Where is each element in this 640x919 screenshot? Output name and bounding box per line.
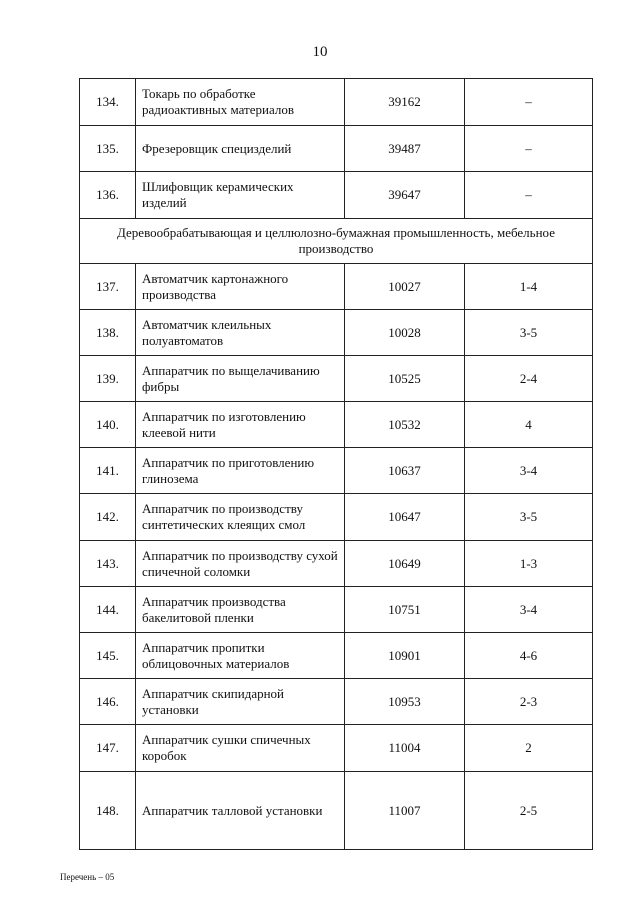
table-row xyxy=(80,448,593,494)
row-number: 146. xyxy=(80,679,136,725)
table-row xyxy=(80,725,593,772)
profession-code: 39487 xyxy=(345,126,465,172)
row-number: 144. xyxy=(80,587,136,633)
footer-label: Перечень – 05 xyxy=(60,872,115,882)
row-number: 145. xyxy=(80,633,136,679)
row-number: 138. xyxy=(80,310,136,356)
profession-code: 10028 xyxy=(345,310,465,356)
section-row xyxy=(80,219,593,264)
row-number: 148. xyxy=(80,772,136,850)
table-row xyxy=(80,494,593,541)
grade-range: 2-4 xyxy=(465,356,593,402)
profession-name: Аппаратчик производства бакелитовой пленки xyxy=(136,587,345,633)
profession-code: 10751 xyxy=(345,587,465,633)
profession-code: 10901 xyxy=(345,633,465,679)
row-number: 134. xyxy=(80,79,136,126)
profession-code: 10637 xyxy=(345,448,465,494)
table-row xyxy=(80,310,593,356)
row-number: 142. xyxy=(80,494,136,541)
row-number: 141. xyxy=(80,448,136,494)
row-number: 147. xyxy=(80,725,136,772)
table-row xyxy=(80,772,593,850)
profession-name: Токарь по обработке радиоактивных материалов xyxy=(136,79,345,126)
profession-name: Аппаратчик скипидарной установки xyxy=(136,679,345,725)
row-number: 140. xyxy=(80,402,136,448)
grade-range: 2-3 xyxy=(465,679,593,725)
profession-name: Аппаратчик по приготовлению глинозема xyxy=(136,448,345,494)
table-row xyxy=(80,126,593,172)
profession-code: 39162 xyxy=(345,79,465,126)
profession-code: 10649 xyxy=(345,541,465,587)
table-row xyxy=(80,172,593,219)
grade-range: 1-3 xyxy=(465,541,593,587)
profession-name: Автоматчик клеильных полуавтоматов xyxy=(136,310,345,356)
table-row xyxy=(80,633,593,679)
profession-name: Аппаратчик по выщелачиванию фибры xyxy=(136,356,345,402)
table-row xyxy=(80,679,593,725)
table-row xyxy=(80,541,593,587)
table-row xyxy=(80,402,593,448)
profession-code: 10027 xyxy=(345,264,465,310)
profession-name: Аппаратчик талловой установки xyxy=(136,772,345,850)
profession-name: Шлифовщик керамических изделий xyxy=(136,172,345,219)
profession-code: 10953 xyxy=(345,679,465,725)
grade-range: 3-5 xyxy=(465,494,593,541)
row-number: 135. xyxy=(80,126,136,172)
row-number: 143. xyxy=(80,541,136,587)
profession-code: 10647 xyxy=(345,494,465,541)
professions-table-body xyxy=(80,79,593,850)
row-number: 139. xyxy=(80,356,136,402)
profession-code: 11004 xyxy=(345,725,465,772)
page-number: 10 xyxy=(312,44,328,60)
profession-name: Аппаратчик по производству синтетических клеящих смол xyxy=(136,494,345,541)
grade-range: 3-4 xyxy=(465,448,593,494)
profession-code: 11007 xyxy=(345,772,465,850)
section-title: Деревообрабатывающая и целлюлозно-бумажная промышленность, мебельное производство xyxy=(80,219,593,264)
profession-name: Аппаратчик по производству сухой спичечной соломки xyxy=(136,541,345,587)
grade-range: 4-6 xyxy=(465,633,593,679)
profession-code: 10525 xyxy=(345,356,465,402)
table-row xyxy=(80,587,593,633)
grade-range: 2-5 xyxy=(465,772,593,850)
grade-range: 1-4 xyxy=(465,264,593,310)
row-number: 136. xyxy=(80,172,136,219)
profession-name: Фрезеровщик специзделий xyxy=(136,126,345,172)
profession-code: 10532 xyxy=(345,402,465,448)
profession-code: 39647 xyxy=(345,172,465,219)
table-row xyxy=(80,264,593,310)
profession-name: Аппаратчик пропитки облицовочных материалов xyxy=(136,633,345,679)
grade-range: – xyxy=(465,79,593,126)
grade-range: 3-4 xyxy=(465,587,593,633)
grade-range: 3-5 xyxy=(465,310,593,356)
table-row xyxy=(80,79,593,126)
grade-range: – xyxy=(465,126,593,172)
grade-range: 4 xyxy=(465,402,593,448)
professions-table xyxy=(79,78,593,850)
profession-name: Автоматчик картонажного производства xyxy=(136,264,345,310)
grade-range: – xyxy=(465,172,593,219)
row-number: 137. xyxy=(80,264,136,310)
grade-range: 2 xyxy=(465,725,593,772)
profession-name: Аппаратчик по изготовлению клеевой нити xyxy=(136,402,345,448)
table-row xyxy=(80,356,593,402)
profession-name: Аппаратчик сушки спичечных коробок xyxy=(136,725,345,772)
